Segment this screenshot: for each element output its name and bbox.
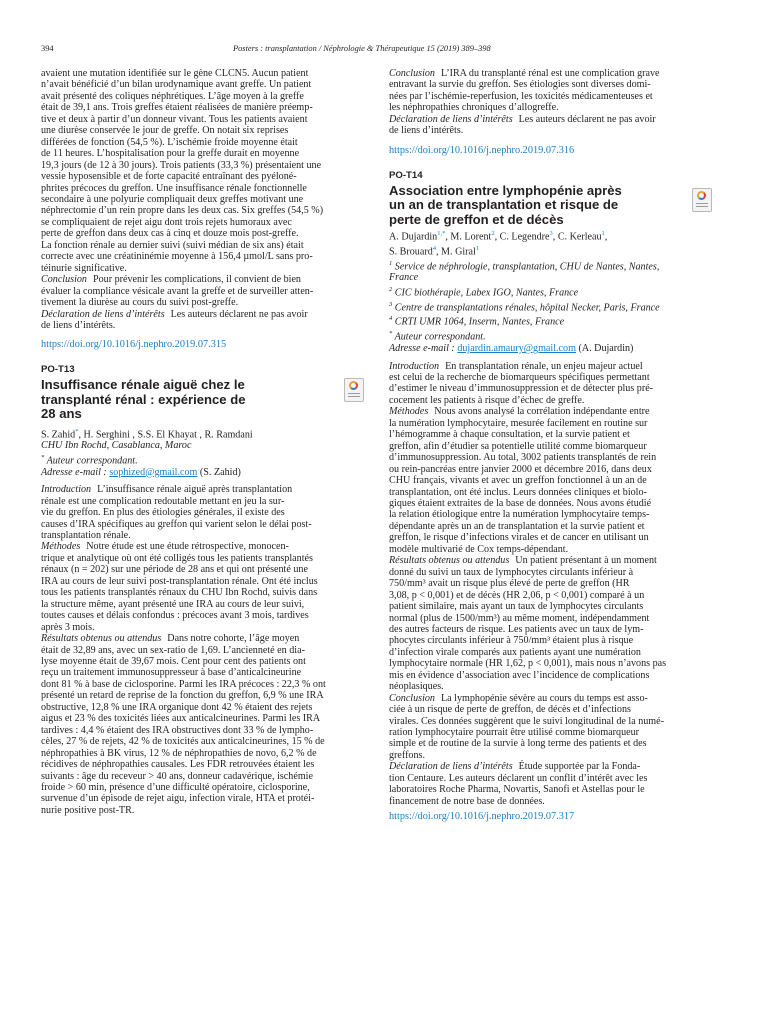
conclusion-label: Conclusion <box>41 274 87 286</box>
doi-link[interactable]: https://doi.org/10.1016/j.nephro.2019.07.315 <box>41 339 227 351</box>
introduction-paragraph: Introduction L’insuffisance rénale aiguë après transplantation rénale est une complication redoutable mettant en jeu la sur- vie du greffon. En plus des étiologies générales, il existe des causes d’IRA spécifiques au greffon qui varient selon le délai post- transplantation rénale. <box>41 484 312 541</box>
introduction-paragraph: Introduction En transplantation rénale, un enjeu majeur actuel est celui de la recherche de biomarqueurs spécifiques permettant d’estimer le niveau d’immunosuppression et de détecter plus pré- cocement les patients à risque d’échec de greffe. <box>389 360 654 406</box>
results-label: Résultats obtenus ou attendus <box>41 633 162 645</box>
conclusion-label: Conclusion <box>389 692 435 704</box>
results-paragraph: Résultats obtenus ou attendus Un patient présentant à un moment donné du suivi un taux de lymphocytes circulants inférieur à 750/mm³ avait un risque plus élevé de perte de greffon (HR 3,08, p < 0,001) et de décès (HR 2,06, p < 0,001) comparé à un patient similaire, mais ayant un taux de lymphocytes circulants normal (plus de 1500/mm³) au même moment, indépendamment des autres facteurs de risque. Les patients avec un taux de lym- phocytes circulants inférieur à 750/mm³ étaient plus à risque d’infection virale comparés aux patients ayant une numération lymphocytaire normale (HR 1,62, p < 0,001), mais nous n’avons pas mis en évidence d’association avec l’incidence de complications néoplasiques. <box>389 555 667 693</box>
running-title: Posters : transplantation / Néphrologie & Thérapeutique 15 (2019) 389–398 <box>233 44 491 53</box>
declaration-label: Déclaration de liens d’intérêts <box>41 308 165 320</box>
results-paragraph: Résultats obtenus ou attendus Dans notre cohorte, l’âge moyen était de 32,89 ans, avec un sex-ratio de 1,69. L’ancienneté en dia- lyse moyenne était de 39,67 mois. Cent pour cent des patients ont reçu un traitement immunosuppresseur à base d’anticalcineurine dont 81 % à base de ciclosporine. Parmi les IRA précoces : 22,3 % ont présenté un retard de reprise de la fonction du greffon, 6,9 % une IRA obstructive, 12,8 % une IRA organique dont 42 % étaient des rejets aigus et 23 % des toxicités liées aux anticalcineurines. Parmi les IRA tardives : 4,4 % étaient des IRA obstructives dont 33 % de lympho- cèles, 27 % de rejets, 42 % de toxicités aux anticalcineurines, 15 % de néphropathies à BK virus, 12 % de néphropathies de novo, 6,2 % de récidives de néphropathies causales. Les FDR retrouvées étaient les suivants : âge du receveur > 40 ans, donneur cadavérique, ischémie froide > 60 min, présence d’une difficulté opératoire, ciclosporine, survenue d’un épisode de rejet aigu, infection virale, HTA et protéi- nurie positive post-TR. <box>41 633 326 816</box>
declaration-paragraph: Déclaration de liens d’intérêts Les auteurs déclarent ne pas avoir de liens d’intérêts. <box>389 113 656 137</box>
email-link[interactable]: sophized@gmail.com <box>109 466 198 478</box>
abstract-title: Association entre lymphopénie après un an de transplantation et risque de perte de greffon et de décès <box>389 182 622 227</box>
check-for-updates-icon[interactable] <box>692 188 712 212</box>
declaration-paragraph: Déclaration de liens d’intérêts Les auteurs déclarent ne pas avoir de liens d’intérêts. <box>41 308 308 331</box>
methods-paragraph: Méthodes Nous avons analysé la corrélation indépendante entre la numération lymphocytaire, mesurée facilement en routine sur l’hémogramme à chaque consultation, et la survie patient et greffon, afin d’étudier sa potentielle utilité comme biomarqueur d’immunosuppression. Au total, 3002 patients transplantés de rein ou rein-pancréas entre janvier 2000 et décembre 2016, dans deux CHU français, vivants et avec un greffon fonctionnel à un an de transplantation, ont été inclus. Leurs données cliniques et biolo- giques étaient extraites de la base de données. Nous avons étudié la relation étiologique entre la numération lymphocytaire temps- dépendante après un an de transplantation et la survie patient et greffon, le risque d’infections virales et de cancer en utilisant un modèle multivarié de Cox temps-dépendant. <box>389 406 657 555</box>
email-line: Adresse e-mail : sophized@gmail.com (S. Zahid) <box>41 466 241 478</box>
author-list: A. Dujardin$^{1,*}$, M. Lorent$^2$, C. Legendre$^3$, C. Kerleau$^1$, S. Brouard$^4$, M. Giral$^1$ <box>389 229 608 258</box>
email-link[interactable]: dujardin.amaury@gmail.com <box>457 343 576 355</box>
doi-link[interactable]: https://doi.org/10.1016/j.nephro.2019.07.316 <box>389 144 575 156</box>
email-line: Adresse e-mail : dujardin.amaury@gmail.com (A. Dujardin) <box>389 343 634 355</box>
abstract-declaration-paragraph: Déclaration de liens d’intérêts Étude supportée par la Fonda- tion Centaure. Les auteurs déclarent un conflit d’intérêt avec les laboratoires Roche Pharma, Novartis, Sanofi et Astellas pour le financement de notre base de données. <box>389 761 648 807</box>
affiliation-4: $^4$ CRTI UMR 1064, Inserm, Nantes, France <box>389 315 565 328</box>
methods-paragraph: Méthodes Notre étude est une étude rétrospective, monocen- trique et analytique où ont été colligés tous les patients transplantés rénaux (n = 202) sur une période de 28 ans et qui ont présenté une IRA au cours de leur suivi post-transplantation rénale. Ont été inclus tous les patients transplantés rénaux du CHU Ibn Rochd, suivis dans la structure même, ayant présenté une IRA au cours de leur suivi, toutes causes et délais confondus : précoces avant 3 mois, tardives après 3 mois. <box>41 541 318 633</box>
right-column <box>389 68 714 822</box>
abstract-code: PO-T14 <box>389 169 423 181</box>
affiliation-1: $^1$ Service de néphrologie, transplantation, CHU de Nantes, Nantes, France <box>389 259 660 284</box>
affiliation-2: $^2$ CIC biothérapie, Labex IGO, Nantes, France <box>389 285 579 299</box>
methods-label: Méthodes <box>41 541 81 553</box>
affiliation-3: $^3$ Centre de transplantations rénales, hôpital Necker, Paris, France <box>389 300 660 313</box>
page-number: 394 <box>41 44 54 53</box>
affiliation: CHU Ibn Rochd, Casablanca, Maroc <box>41 440 192 452</box>
abstract-conclusion-paragraph: Conclusion La lymphopénie sévère au cours du temps est asso- ciée à un risque de perte de greffon, de décès et d’infections virales. Ces données suggèrent que le suivi longitudinal de la numé- ration lymphocytaire pourrait être utilisé comme biomarqueur simple et de routine de la survie à long terme des patients et des greffons. <box>389 692 664 761</box>
conclusion-label: Conclusion <box>389 68 435 79</box>
declaration-label: Déclaration de liens d’intérêts <box>389 113 513 125</box>
results-label: Résultats obtenus ou attendus <box>389 555 510 567</box>
declaration-label: Déclaration de liens d’intérêts <box>389 761 513 773</box>
abstract-code: PO-T13 <box>41 364 75 376</box>
left-column <box>41 68 366 816</box>
conclusion-paragraph: Conclusion L’IRA du transplanté rénal est une complication grave entravant la survie du greffon. Ses étiologies sont diverses domi- nées par l’ischémie-reperfusion, les toxicités médicamenteuses et les néphropathies chroniques d’allogreffe. <box>389 68 660 114</box>
introduction-label: Introduction <box>41 484 92 496</box>
abstract-title-block <box>41 378 366 421</box>
corresponding-author: * Auteur correspondant. <box>389 330 486 343</box>
doi-link[interactable]: https://doi.org/10.1016/j.nephro.2019.07.317 <box>389 811 575 823</box>
check-for-updates-icon[interactable] <box>344 378 364 402</box>
conclusion-paragraph: Conclusion Pour prévenir les complications, il convient de bien évaluer la compliance vésicale avant la greffe et de surveiller atten- tivement la diurèse au cours du suivi post-greffe. <box>41 274 314 309</box>
author-list: S. Zahid*, H. Serghini , S.S. El Khayat , R. Ramdani <box>41 427 253 440</box>
continued-text: avaient une mutation identifiée sur le gène CLCN5. Aucun patient n’avait bénéficié d’un bilan urodynamique avant greffe. Un patient avait présenté des coliques néphrétiques. L’âge moyen à la greffe était de 39,1 ans. Trois greffes étaient réalisées de manière préemp- tive et deux à partir d’un donneur vivant. Tous les patients avaient une diurèse conservée le jour de greffe. On notait six reprises différées de fonction (54,5 %). L’ischémie froide moyenne était de 11 heures. L’hospitalisation pour la greffe durait en moyenne 19,3 jours (de 12 à 30 jours). Trois patients (33,3 %) présentaient une vessie hyposensible et de forte capacité entraînant des pyéloné- phrites précoces du greffon. Une insuffisance rénale fonctionnelle secondaire à une polyurie compliquait deux greffes motivant une néphrectomie d’un rein propre dans les deux cas. Six greffes (54,5 %) se compliquaient de rejet aigu dont trois rejets humoraux avec perte de greffon dans deux cas à cinq et douze mois post-greffe. La fonction rénale au dernier suivi (suivi médian de six ans) était correcte avec une créatininémie moyenne à 156,4 µmol/L sans pro- téinurie significative. <box>41 68 324 274</box>
abstract-title: Insuffisance rénale aiguë chez le transplanté rénal : expérience de 28 ans <box>41 377 246 422</box>
corresponding-author: * Auteur correspondant. <box>41 453 138 467</box>
abstract-title-block <box>389 184 714 227</box>
methods-label: Méthodes <box>389 406 429 418</box>
introduction-label: Introduction <box>389 360 440 372</box>
